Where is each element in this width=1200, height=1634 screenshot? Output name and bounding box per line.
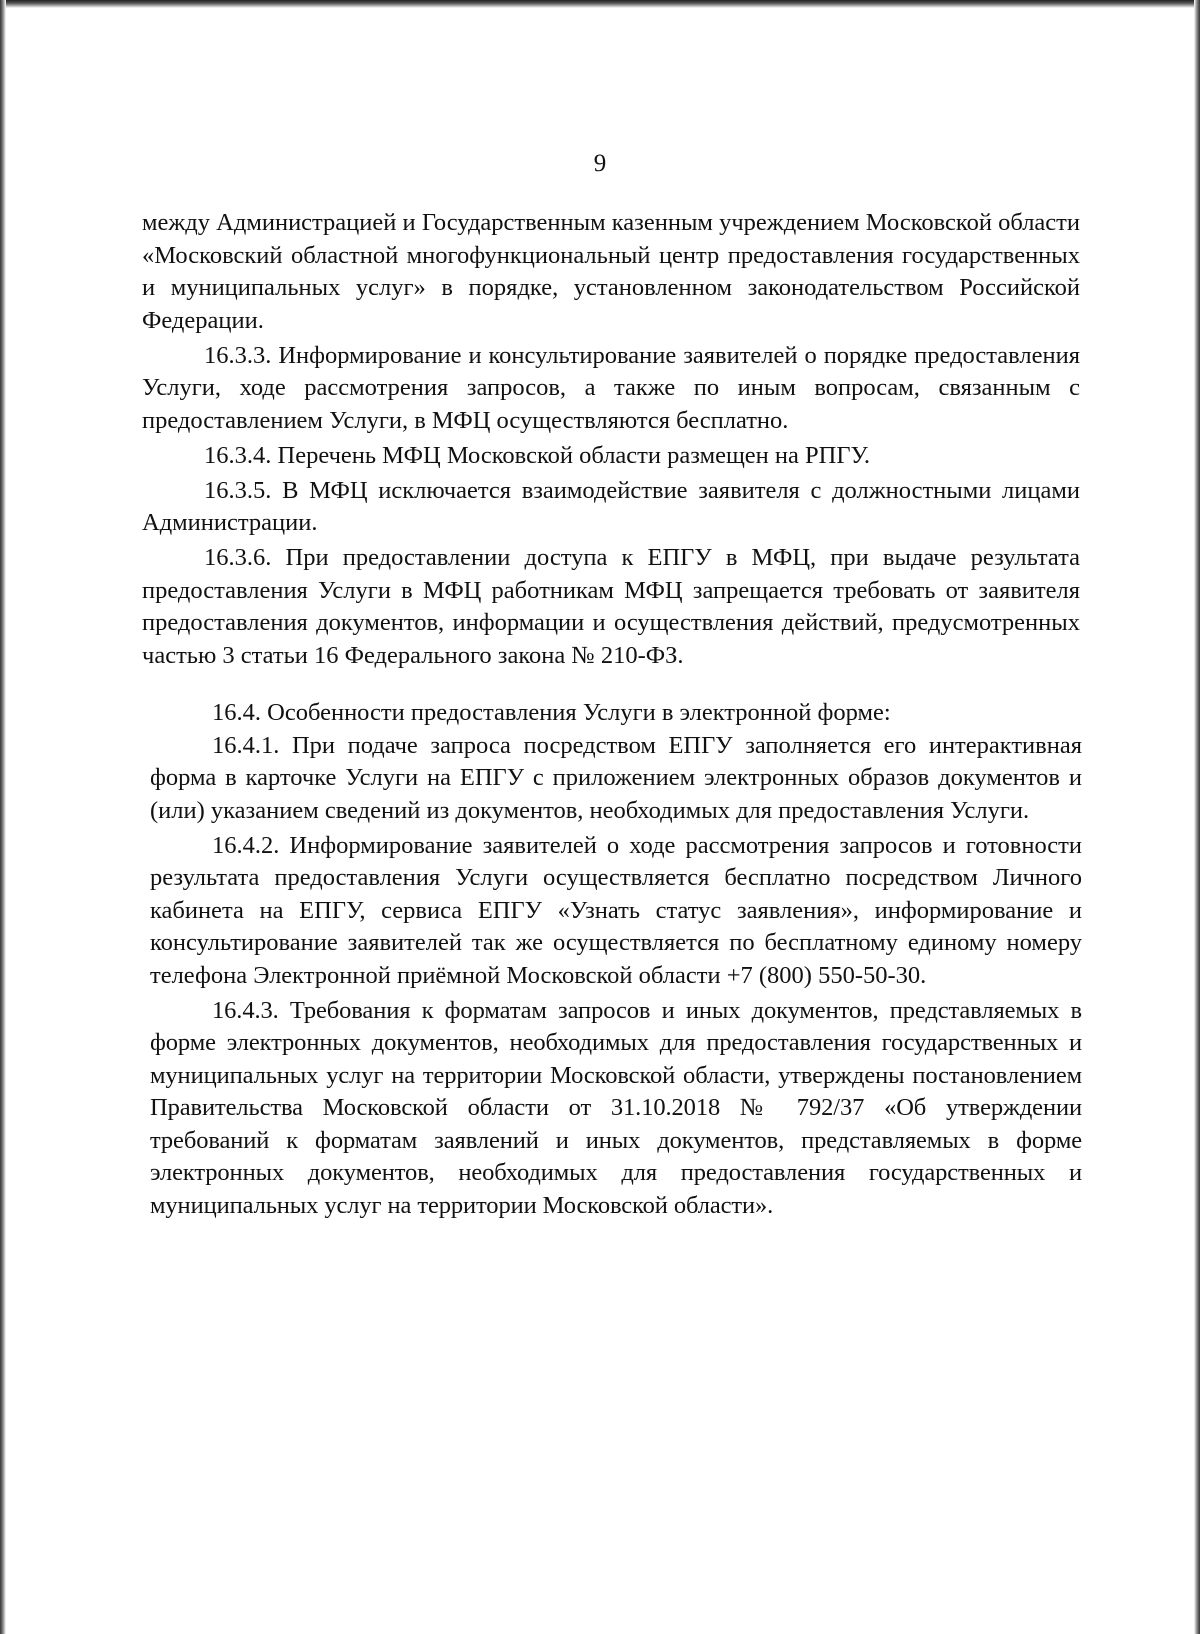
paragraph-continuation: между Администрацией и Государственным казенным учреждением Московской области «Московский областной многофункциональный центр предоставления государственных и муниципальных услуг» в порядке, установленном законодательством Российской Федерации.	[142, 209, 1080, 334]
paragraph-16-3-5: 16.3.5. В МФЦ исключается взаимодействие заявителя с должностными лицами Администрации.	[142, 476, 1080, 536]
paragraph-16-3-3: 16.3.3. Информирование и консультирование заявителей о порядке предоставления Услуги, ходе рассмотрения запросов, а также по иным вопросам, связанным с предоставлением Услуги, в МФЦ осуществляются бесплатно.	[142, 341, 1080, 434]
paragraph-16-3-4: 16.3.4. Перечень МФЦ Московской области размещен на РПГУ.	[204, 441, 870, 469]
paragraph-16-4-2: 16.4.2. Информирование заявителей о ходе рассмотрения запросов и готовности результата предоставления Услуги осуществляется бесплатно посредством Личного кабинета на ЕПГУ, сервиса ЕПГУ «Узнать статус заявления», информирование и консультирование заявителей так же осуществляется по бесплатному единому номеру телефона Электронной приёмной Московской области +7 (800) 550-50-30.	[150, 831, 1082, 989]
scan-edge-left	[0, 0, 6, 1634]
text-block-1	[142, 207, 1080, 672]
paragraph-16-4: 16.4. Особенности предоставления Услуги в электронной форме:	[212, 699, 891, 726]
scan-edge-top	[0, 0, 1200, 8]
page-number: 9	[593, 150, 607, 177]
paragraph-16-4-1: 16.4.1. При подаче запроса посредством ЕПГУ заполняется его интерактивная форма в карточке Услуги на ЕПГУ с приложением электронных образов документов и (или) указанием сведений из документов, необходимых для предоставления Услуги.	[150, 731, 1082, 824]
paragraph-16-4-3: 16.4.3. Требования к форматам запросов и иных документов, представляемых в форме электронных документов, необходимых для предоставления государственных и муниципальных услуг на территории Московской области, утверждены постановлением Правительства Московской области от 31.10.2018 № 792/37 «Об утверждении требований к форматам заявлений и иных документов, представляемых в форме электронных документов, необходимых для предоставления государственных и муниципальных услуг на территории Московской области».	[150, 996, 1082, 1219]
text-block-2	[150, 697, 1082, 1222]
scan-edge-right	[1194, 0, 1200, 1634]
paragraph-16-3-6: 16.3.6. При предоставлении доступа к ЕПГУ в МФЦ, при выдаче результата предоставления Услуги в МФЦ работникам МФЦ запрещается требовать от заявителя предоставления документов, информации и осуществления действий, предусмотренных частью 3 статьи 16 Федерального закона № 210-ФЗ.	[142, 544, 1080, 669]
